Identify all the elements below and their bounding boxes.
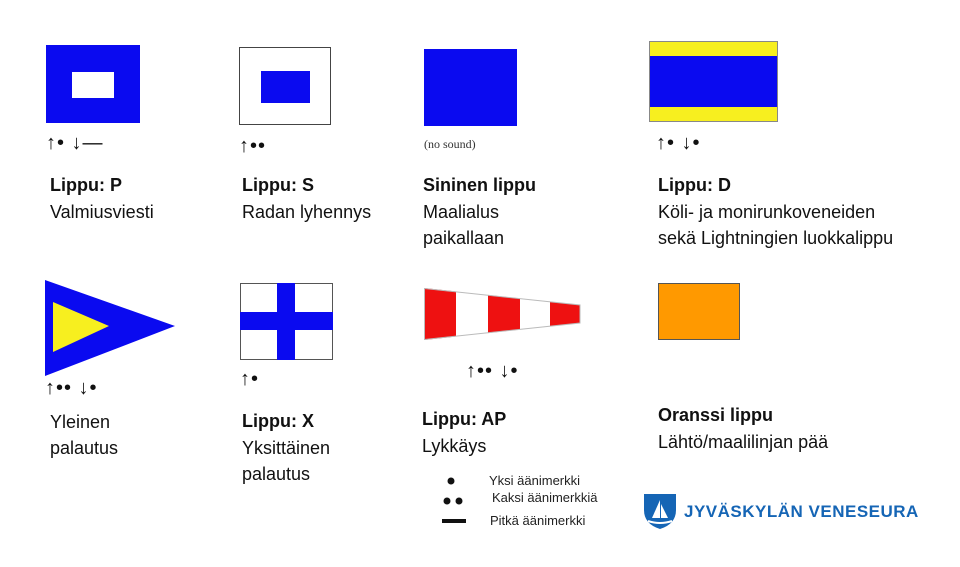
flag-ap-icon (424, 288, 582, 340)
flag-x-signal: ↑• (240, 368, 260, 390)
flag-d-signal: ↑• ↓• (656, 132, 701, 154)
flag-orange-icon (658, 283, 740, 340)
flag-ap-signal: ↑•• ↓• (466, 360, 519, 382)
flag-d-title: Lippu: D (658, 175, 731, 195)
flag-p-title: Lippu: P (50, 175, 122, 195)
flag-blue-desc-2: paikallaan (423, 228, 505, 248)
flag-p-icon (46, 45, 140, 123)
flag-orange-title: Oranssi lippu (658, 405, 774, 425)
flag-s-signal: ↑•• (239, 135, 267, 157)
first-substitute-desc-2: palautus (50, 438, 119, 458)
one-dot-icon (446, 476, 456, 486)
flag-p-signal: ↑• ↓— (46, 132, 104, 154)
flag-s-icon (239, 47, 331, 125)
flag-d-icon (649, 41, 778, 122)
long-dash-icon (442, 518, 466, 524)
flag-blue-desc-1: Maalialus (423, 202, 500, 222)
flag-d-desc-1: Köli- ja monirunkoveneiden (658, 202, 876, 222)
flag-s-title: Lippu: S (242, 175, 314, 195)
legend-two: Kaksi äänimerkkiä (492, 490, 598, 505)
flag-blue-note: (no sound) (424, 137, 476, 151)
flag-x-icon (240, 283, 333, 360)
flag-ap-title: Lippu: AP (422, 409, 507, 429)
legend (430, 470, 630, 532)
legend-long: Pitkä äänimerkki (490, 513, 586, 528)
two-dots-icon (442, 496, 464, 506)
flag-x-desc-1: Yksittäinen (242, 438, 331, 458)
flag-d-desc-2: sekä Lightningien luokkalippu (658, 228, 894, 248)
first-substitute-desc-1: Yleinen (50, 412, 111, 432)
flag-s-desc: Radan lyhennys (242, 202, 372, 222)
flag-orange-desc: Lähtö/maalilinjan pää (658, 432, 829, 452)
club-logo-text: JYVÄSKYLÄN VENESEURA (684, 502, 919, 521)
flag-blue-icon (424, 49, 517, 126)
flag-x-title: Lippu: X (242, 411, 314, 431)
first-substitute-signal: ↑•• ↓• (45, 377, 98, 399)
pennant-first-substitute-icon (45, 280, 177, 378)
legend-one: Yksi äänimerkki (489, 473, 581, 488)
flag-ap-desc: Lykkäys (422, 436, 487, 456)
flag-x-desc-2: palautus (242, 464, 311, 484)
club-logo-icon (642, 492, 678, 530)
flag-blue-title: Sininen lippu (423, 175, 536, 195)
flag-p-desc: Valmiusviesti (50, 202, 154, 222)
